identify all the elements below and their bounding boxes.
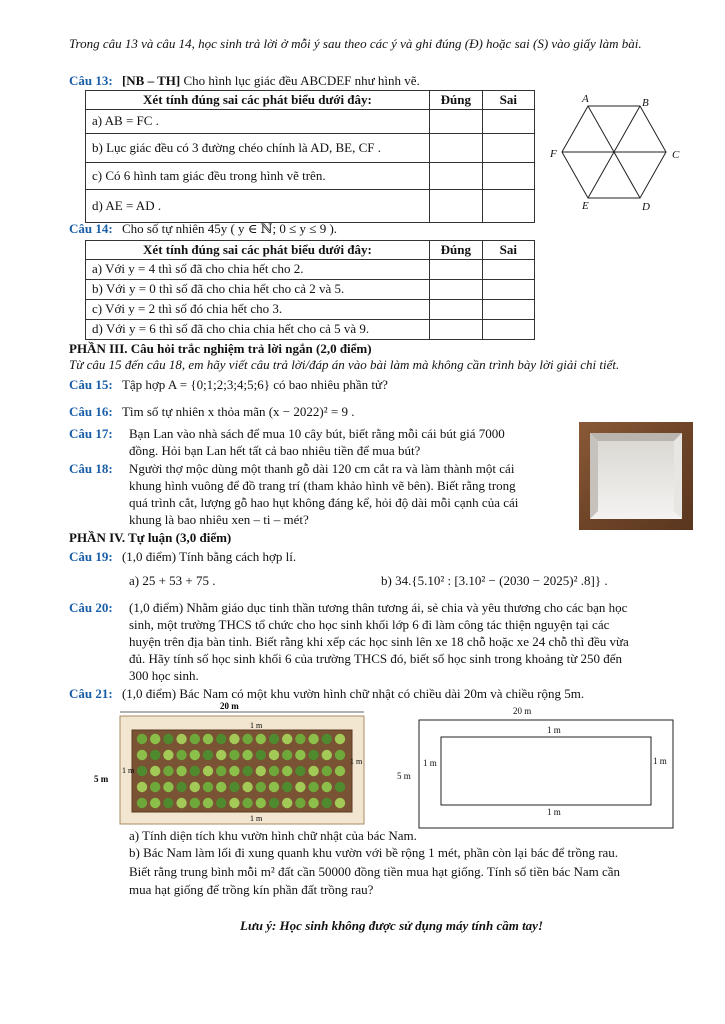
vegetable-plant	[216, 734, 226, 744]
vegetable-plant	[242, 798, 252, 808]
intro-text: Trong câu 13 và câu 14, học sinh trả lời ở mỗi ý sau theo các ý và ghi đúng (Đ) hoặc sai (S) vào giấy làm bài.	[69, 36, 642, 51]
vegetable-plant	[335, 782, 345, 792]
diagram-inner-rect	[441, 737, 651, 805]
q15-line	[69, 377, 388, 393]
vegetable-plant	[322, 734, 332, 744]
hex-label-d: D	[642, 201, 650, 213]
vegetable-plant	[216, 766, 226, 776]
vegetable-plant	[295, 734, 305, 744]
vegetable-plant	[256, 766, 266, 776]
vegetable-plant	[242, 750, 252, 760]
vegetable-plant	[176, 750, 186, 760]
q17-line-1: Bạn Lan vào nhà sách để mua 10 cây bút, biết rằng mỗi cái bút giá 7000	[129, 426, 505, 441]
vegetable-plant	[203, 734, 213, 744]
hex-label-c: C	[672, 149, 680, 161]
q16-label: Câu 16:	[69, 404, 113, 419]
q21b-line-3: mua hạt giống để trồng kín phần đất trồng rau?	[129, 882, 374, 897]
q14-header-true: Đúng	[429, 241, 482, 260]
vegetable-plant	[335, 798, 345, 808]
q16-line	[69, 404, 354, 420]
q13-header-true: Đúng	[429, 91, 482, 110]
hexagon-figure	[548, 92, 698, 214]
q17-label: Câu 17:	[69, 426, 113, 441]
garden-path-right-label: 1 m	[350, 757, 363, 766]
vegetable-plant	[269, 782, 279, 792]
q14-header-false: Sai	[482, 241, 534, 260]
vegetable-plant	[295, 750, 305, 760]
vegetable-plant	[269, 734, 279, 744]
vegetable-plant	[163, 782, 173, 792]
diagram-left-path-label: 1 m	[423, 758, 437, 768]
q13-tag: [NB – TH]	[121, 73, 181, 88]
vegetable-plant	[163, 766, 173, 776]
vegetable-plant	[190, 782, 200, 792]
vegetable-plant	[269, 750, 279, 760]
q13-label: Câu 13:	[69, 73, 113, 88]
q14-row-d: d) Với y = 6 thì số đã cho chia chia hết cho cả 5 và 9.	[86, 320, 430, 340]
q13-table	[85, 90, 535, 223]
vegetable-plant	[242, 766, 252, 776]
vegetable-plant	[335, 766, 345, 776]
q13-row-b: b) Lục giác đều có 3 đường chéo chính là AD, BE, CF .	[86, 134, 430, 163]
q16-text: Tìm số tự nhiên x thỏa mãn (x − 2022)² = 9 .	[121, 404, 355, 419]
q13-row-c: c) Có 6 hình tam giác đều trong hình vẽ trên.	[86, 163, 430, 190]
q21a-text: a) Tính diện tích khu vườn hình chữ nhật của bác Nam.	[129, 828, 417, 843]
vegetable-plant	[229, 750, 239, 760]
vegetable-plant	[150, 734, 160, 744]
q14-line	[69, 221, 337, 237]
vegetable-plant	[203, 782, 213, 792]
part3-note: Từ câu 15 đến câu 18, em hãy viết câu trả lời/đáp án vào bài làm mà không cần trình bày lời giải chi tiết.	[69, 357, 620, 372]
q14-row-a: a) Với y = 4 thì số đã cho chia hết cho 2.	[86, 260, 430, 280]
diagram-top-path-label: 1 m	[547, 725, 561, 735]
vegetable-plant	[322, 782, 332, 792]
q18-label: Câu 18:	[69, 461, 113, 476]
q20-line-2: sinh, một trường THCS tổ chức cho học sinh khối lớp 6 đi làm công tác thiện nguyện tại các	[129, 617, 610, 632]
q21-label: Câu 21:	[69, 686, 113, 701]
vegetable-plant	[203, 766, 213, 776]
diagram-outer-rect	[419, 720, 673, 828]
q19-text: (1,0 điểm) Tính bằng cách hợp lí.	[121, 549, 297, 564]
q21-text: (1,0 điểm) Bác Nam có một khu vườn hình chữ nhật có chiều dài 20m và chiều rộng 5m.	[121, 686, 585, 701]
diagram-length-label: 20 m	[513, 706, 532, 716]
vegetable-plant	[335, 734, 345, 744]
hex-label-f: F	[550, 148, 557, 160]
q14-label: Câu 14:	[69, 221, 113, 236]
vegetable-plant	[308, 766, 318, 776]
vegetable-plant	[229, 734, 239, 744]
vegetable-plant	[295, 798, 305, 808]
vegetable-plant	[322, 766, 332, 776]
vegetable-plant	[308, 750, 318, 760]
q14-row-c: c) Với y = 2 thì số đó chia hết cho 3.	[86, 300, 430, 320]
q14-text: Cho số tự nhiên 45y ( y ∈ ℕ; 0 ≤ y ≤ 9 ).	[121, 221, 338, 236]
vegetable-plant	[163, 798, 173, 808]
vegetable-plant	[190, 798, 200, 808]
q13-line	[69, 73, 420, 89]
q21b-line-1: b) Bác Nam làm lối đi xung quanh khu vườn với bề rộng 1 mét, phần còn lại bác để trồng rau.	[129, 845, 619, 860]
q15-label: Câu 15:	[69, 377, 113, 392]
vegetable-plant	[150, 782, 160, 792]
q20-label: Câu 20:	[69, 600, 113, 615]
vegetable-plant	[282, 766, 292, 776]
vegetable-plant	[256, 734, 266, 744]
vegetable-plant	[229, 766, 239, 776]
garden-path-left-label: 1 m	[122, 766, 135, 775]
q13-row-d: d) AE = AD .	[86, 190, 430, 223]
wooden-frame-image	[576, 420, 696, 532]
vegetable-plant	[150, 766, 160, 776]
q18-line-4: khung là bao nhiêu xen – ti – mét?	[129, 512, 309, 527]
vegetable-plant	[176, 782, 186, 792]
q14-header-statement: Xét tính đúng sai các phát biểu dưới đây:	[86, 241, 430, 260]
footer-note: Lưu ý: Học sinh không được sử dụng máy tính cầm tay!	[240, 918, 544, 933]
vegetable-plant	[137, 798, 147, 808]
vegetable-plant	[190, 734, 200, 744]
vegetable-plant	[190, 766, 200, 776]
q18-line-2: khung hình vuông để đồ trang trí (tham khảo hình vẽ bên). Biết rằng trong	[129, 478, 516, 493]
vegetable-plant	[269, 766, 279, 776]
diagram-width-label: 5 m	[397, 771, 411, 781]
vegetable-plant	[163, 750, 173, 760]
vegetable-plant	[256, 782, 266, 792]
vegetable-plant	[256, 750, 266, 760]
vegetable-plant	[282, 782, 292, 792]
vegetable-plant	[137, 782, 147, 792]
garden-illustration	[92, 700, 382, 828]
diagram-bottom-path-label: 1 m	[547, 807, 561, 817]
vegetable-plant	[216, 782, 226, 792]
part4-title: PHẦN IV. Tự luận (3,0 điểm)	[69, 530, 232, 545]
q20-line-5: 300 học sinh.	[129, 668, 199, 683]
part3-title: PHẦN III. Câu hỏi trắc nghiệm trả lời ngắn (2,0 điểm)	[69, 341, 372, 356]
vegetable-plant	[322, 750, 332, 760]
q19-label: Câu 19:	[69, 549, 113, 564]
q20-line-3: huyện trên địa bàn tỉnh. Biết rằng khi xếp các học sinh lên xe 18 chỗ hoặc xe 24 chỗ thì đều vừa	[129, 634, 629, 649]
vegetable-plant	[308, 734, 318, 744]
vegetable-plant	[203, 750, 213, 760]
vegetable-plant	[335, 750, 345, 760]
vegetable-plant	[176, 734, 186, 744]
vegetable-plant	[282, 750, 292, 760]
diagram-right-path-label: 1 m	[653, 756, 667, 766]
q13-text: Cho hình lục giác đều ABCDEF như hình vẽ.	[183, 73, 420, 88]
vegetable-plant	[216, 750, 226, 760]
q19a-text: a) 25 + 53 + 75 .	[129, 573, 216, 588]
q21b-line-2: Biết rằng trung bình mỗi m² đất cần 50000 đồng tiền mua hạt giống. Tính số tiền bác Nam cần	[129, 864, 621, 879]
vegetable-plant	[282, 734, 292, 744]
vegetable-plant	[269, 798, 279, 808]
q13-header-statement: Xét tính đúng sai các phát biểu dưới đây:	[86, 91, 430, 110]
garden-path-top-label: 1 m	[250, 721, 263, 730]
vegetable-plant	[308, 798, 318, 808]
garden-width-label: 5 m	[94, 774, 109, 784]
garden-path-bottom-label: 1 m	[250, 814, 263, 823]
q19b-text: b) 34.{5.10² : [3.10² − (2030 − 2025)² .8]} .	[381, 573, 608, 588]
vegetable-plant	[137, 734, 147, 744]
vegetable-plant	[176, 766, 186, 776]
q19-line	[69, 549, 296, 565]
vegetable-plant	[137, 750, 147, 760]
q17-line-2: đồng. Hỏi bạn Lan hết tất cả bao nhiêu tiền để mua bút?	[129, 443, 421, 458]
q15-text: Tập hợp A = {0;1;2;3;4;5;6} có bao nhiêu phần tử?	[121, 377, 388, 392]
vegetable-plant	[295, 782, 305, 792]
hex-label-b: B	[642, 97, 649, 109]
garden-diagram	[395, 704, 705, 830]
vegetable-plant	[163, 734, 173, 744]
q13-row-a: a) AB = FC .	[86, 110, 430, 134]
vegetable-plant	[216, 798, 226, 808]
q18-line-3: quá trình cắt, lượng gỗ hao hụt không đáng kể, hỏi độ dài mỗi cạnh của cái	[129, 495, 519, 510]
q20-line-4: đủ. Hãy tính số học sinh khối 6 của trường THCS đó, biết số học sinh trong khoảng từ 250 đến	[129, 651, 623, 666]
vegetable-plant	[150, 798, 160, 808]
vegetable-plant	[242, 734, 252, 744]
vegetable-plant	[203, 798, 213, 808]
frame-inner	[590, 433, 682, 519]
vegetable-plant	[229, 782, 239, 792]
vegetable-plant	[282, 798, 292, 808]
q14-row-b: b) Với y = 0 thì số đã cho chia hết cho cả 2 và 5.	[86, 280, 430, 300]
vegetable-plant	[229, 798, 239, 808]
hex-label-a: A	[582, 93, 589, 105]
vegetable-plant	[137, 766, 147, 776]
q13-header-false: Sai	[482, 91, 534, 110]
q20-line-1: (1,0 điểm) Nhằm giáo dục tinh thần tương thân tương ái, sẻ chia và yêu thương cho các bạn học	[129, 600, 628, 615]
garden-length-label: 20 m	[220, 701, 239, 711]
hex-label-e: E	[582, 200, 589, 212]
vegetable-plant	[295, 766, 305, 776]
vegetable-plant	[176, 798, 186, 808]
vegetable-plant	[190, 750, 200, 760]
vegetable-plant	[308, 782, 318, 792]
q18-line-1: Người thợ mộc dùng một thanh gỗ dài 120 cm cắt ra và làm thành một cái	[129, 461, 515, 476]
vegetable-plant	[242, 782, 252, 792]
vegetable-plant	[322, 798, 332, 808]
vegetable-plant	[150, 750, 160, 760]
q14-table	[85, 240, 535, 340]
vegetable-plant	[256, 798, 266, 808]
